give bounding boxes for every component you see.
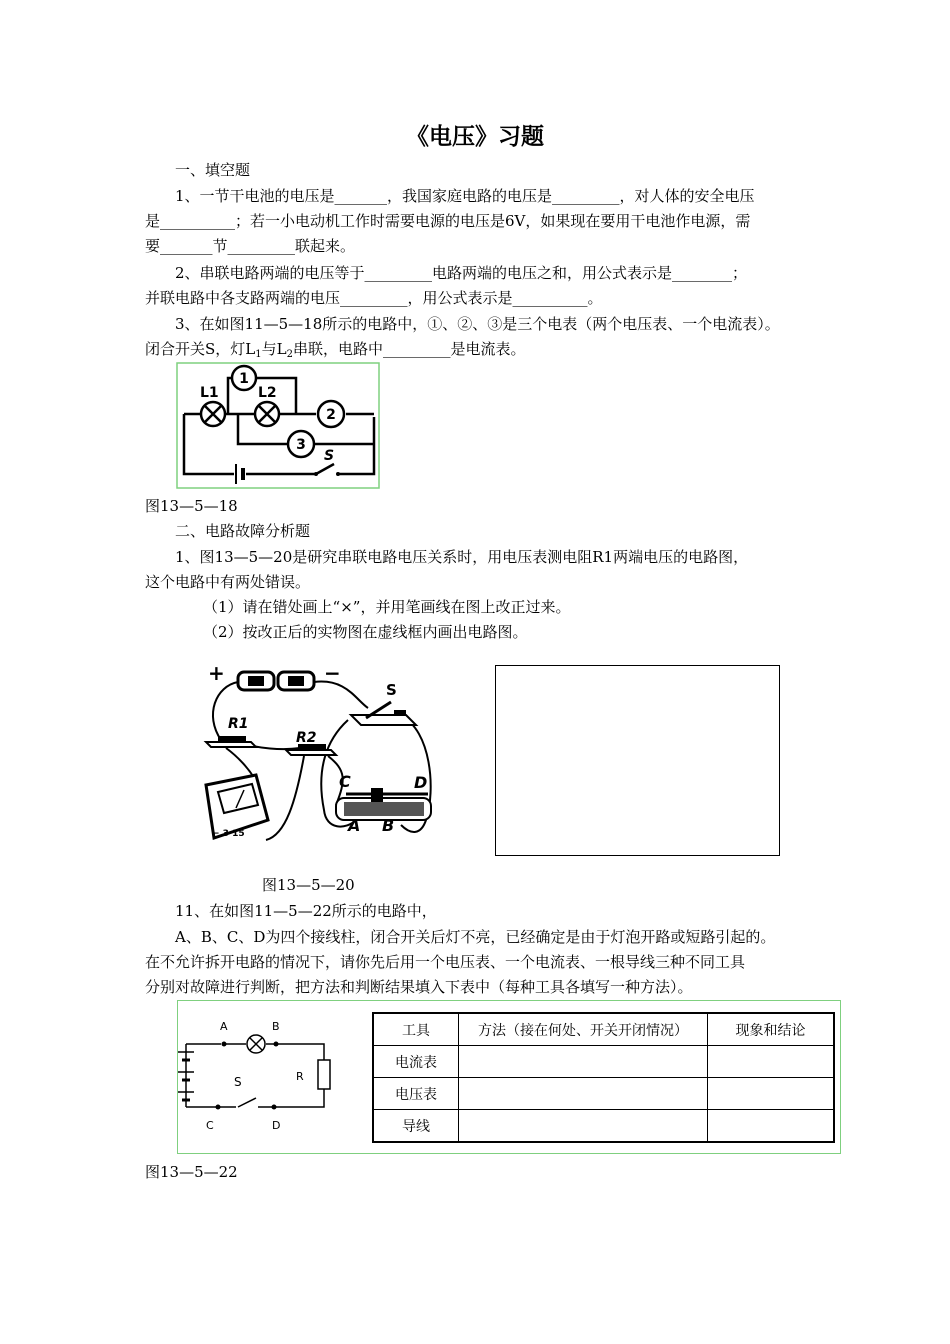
rheostat-b-label: B <box>382 816 395 835</box>
tool-cell: 导线 <box>373 1110 459 1143</box>
figure-22-caption: 图13—5—22 <box>145 1163 238 1181</box>
q3-text-a: 闭合开关S，灯L <box>145 340 256 358</box>
terminal-b-dot <box>274 1042 279 1047</box>
lamp-l2-icon <box>255 402 279 426</box>
physical-circuit-figure-20 <box>196 660 446 870</box>
lamp-l2-label: L2 <box>258 385 277 401</box>
q11-line1: 11、在如图11—5—22所示的电路中， <box>175 902 437 920</box>
method-cell[interactable] <box>459 1110 708 1143</box>
header-result: 现象和结论 <box>708 1013 835 1046</box>
lamp-icon <box>247 1035 265 1053</box>
lamp-l1-icon <box>201 402 225 426</box>
terminal-a-label: A <box>220 1020 228 1033</box>
tool-cell: 电压表 <box>373 1078 459 1110</box>
terminal-d-dot <box>272 1105 277 1110</box>
q3-text-b: 与L <box>261 340 287 358</box>
tool-cell: 电流表 <box>373 1046 459 1078</box>
q2-line2: 并联电路中各支路两端的电压_________，用公式表示是__________。 <box>145 289 603 307</box>
method-cell[interactable] <box>459 1078 708 1110</box>
p1-step1: （1）请在错处画上“×”，并用笔画线在图上改正过来。 <box>203 598 571 616</box>
meter-3-label: 3 <box>296 437 306 453</box>
table-header-row <box>373 1013 834 1046</box>
page-title: 《电压》习题 <box>406 124 544 150</box>
q2-line1: 2、串联电路两端的电压等于_________电路两端的电压之和，用公式表示是________； <box>175 264 748 282</box>
q1-line1: 1、一节干电池的电压是_______，我国家庭电路的电压是_________，对人体的安全电压 <box>175 187 755 205</box>
fault-analysis-table <box>372 1012 835 1143</box>
switch-label: S <box>324 448 335 464</box>
terminal-a-dot <box>222 1042 227 1047</box>
switch-s-label: S <box>234 1075 242 1089</box>
battery-icon <box>236 464 243 484</box>
header-method: 方法（接在何处、开关开闭情况） <box>459 1013 708 1046</box>
q11-line4: 分别对故障进行判断，把方法和判断结果填入下表中（每种工具各填写一种方法）。 <box>145 978 693 996</box>
q3-sub2: 2 <box>286 349 293 360</box>
result-cell[interactable] <box>708 1078 835 1110</box>
p1-line2: 这个电路中有两处错误。 <box>145 573 311 591</box>
terminal-d-label: D <box>272 1119 281 1132</box>
q3-sub1: 1 <box>255 349 262 360</box>
q1-line3: 要_______节_________联起来。 <box>145 237 356 255</box>
p1-line1: 1、图13—5—20是研究串联电路电压关系时，用电压表测电阻R1两端电压的电路图， <box>175 548 749 566</box>
p1-step2: （2）按改正后的实物图在虚线框内画出电路图。 <box>203 623 528 641</box>
battery-plus-label: + <box>208 661 225 685</box>
terminal-c-label: C <box>206 1119 214 1132</box>
section-fill-in: 一、填空题 <box>175 161 251 179</box>
table-row <box>373 1110 834 1143</box>
resistor-icon <box>318 1060 330 1089</box>
resistor-r1-icon <box>206 736 256 747</box>
wire-right <box>338 417 374 474</box>
table-row <box>373 1046 834 1078</box>
section-fault-analysis: 二、电路故障分析题 <box>175 522 311 540</box>
result-cell[interactable] <box>708 1046 835 1078</box>
battery-minus-label: − <box>324 661 341 685</box>
wire-left-top <box>186 1044 221 1107</box>
battery-cells-icon <box>238 672 314 690</box>
resistor-r2-label: R2 <box>296 730 317 746</box>
voltmeter-scale-label: − 3 15 <box>212 829 245 839</box>
switch-icon <box>218 1098 272 1107</box>
wire-m1-left <box>228 378 232 414</box>
switch-s-label: S <box>386 681 397 699</box>
rheostat-a-label: A <box>348 816 361 835</box>
figure-18-caption: 图13—5—18 <box>145 497 238 515</box>
method-cell[interactable] <box>459 1046 708 1078</box>
figure-20-caption: 图13—5—20 <box>262 876 355 894</box>
resistor-r1-label: R1 <box>228 716 249 732</box>
circuit-figure-18 <box>176 362 381 490</box>
lamp-l1-label: L1 <box>200 385 219 401</box>
q3-line1: 3、在如图11—5—18所示的电路中，①、②、③是三个电表（两个电压表、一个电流表）。 <box>175 315 780 333</box>
meter-2-label: 2 <box>326 407 336 423</box>
header-tool: 工具 <box>373 1013 459 1046</box>
wire-battery-switch <box>314 682 368 708</box>
rheostat-d-label: D <box>414 773 428 792</box>
terminal-b-label: B <box>272 1020 280 1033</box>
circuit-figure-22 <box>176 1002 356 1137</box>
switch-icon <box>314 464 340 476</box>
knife-switch-icon <box>351 702 416 725</box>
wire-r2-meter <box>266 756 304 840</box>
wire-top-right <box>226 1044 324 1060</box>
table-row <box>373 1078 834 1110</box>
q1-line2: 是__________；若一小电动机工作时需要电源的电压是6V，如果现在要用干电池作电源，需 <box>145 212 751 230</box>
meter-1-label: 1 <box>239 371 249 387</box>
resistor-r-label: R <box>296 1070 304 1083</box>
q11-line3: 在不允许拆开电路的情况下，请你先后用一个电压表、一个电流表、一根导线三种不同工具 <box>145 953 746 971</box>
q3-text-c: 串联，电路中_________是电流表。 <box>292 340 526 358</box>
result-cell[interactable] <box>708 1110 835 1143</box>
rheostat-c-label: C <box>339 772 351 791</box>
circuit-drawing-box[interactable] <box>495 665 780 856</box>
q11-line2: A、B、C、D为四个接线柱，闭合开关后灯不亮，已经确定是由于灯泡开路或短路引起的。 <box>175 928 776 946</box>
wire-right-bottom <box>276 1089 324 1107</box>
